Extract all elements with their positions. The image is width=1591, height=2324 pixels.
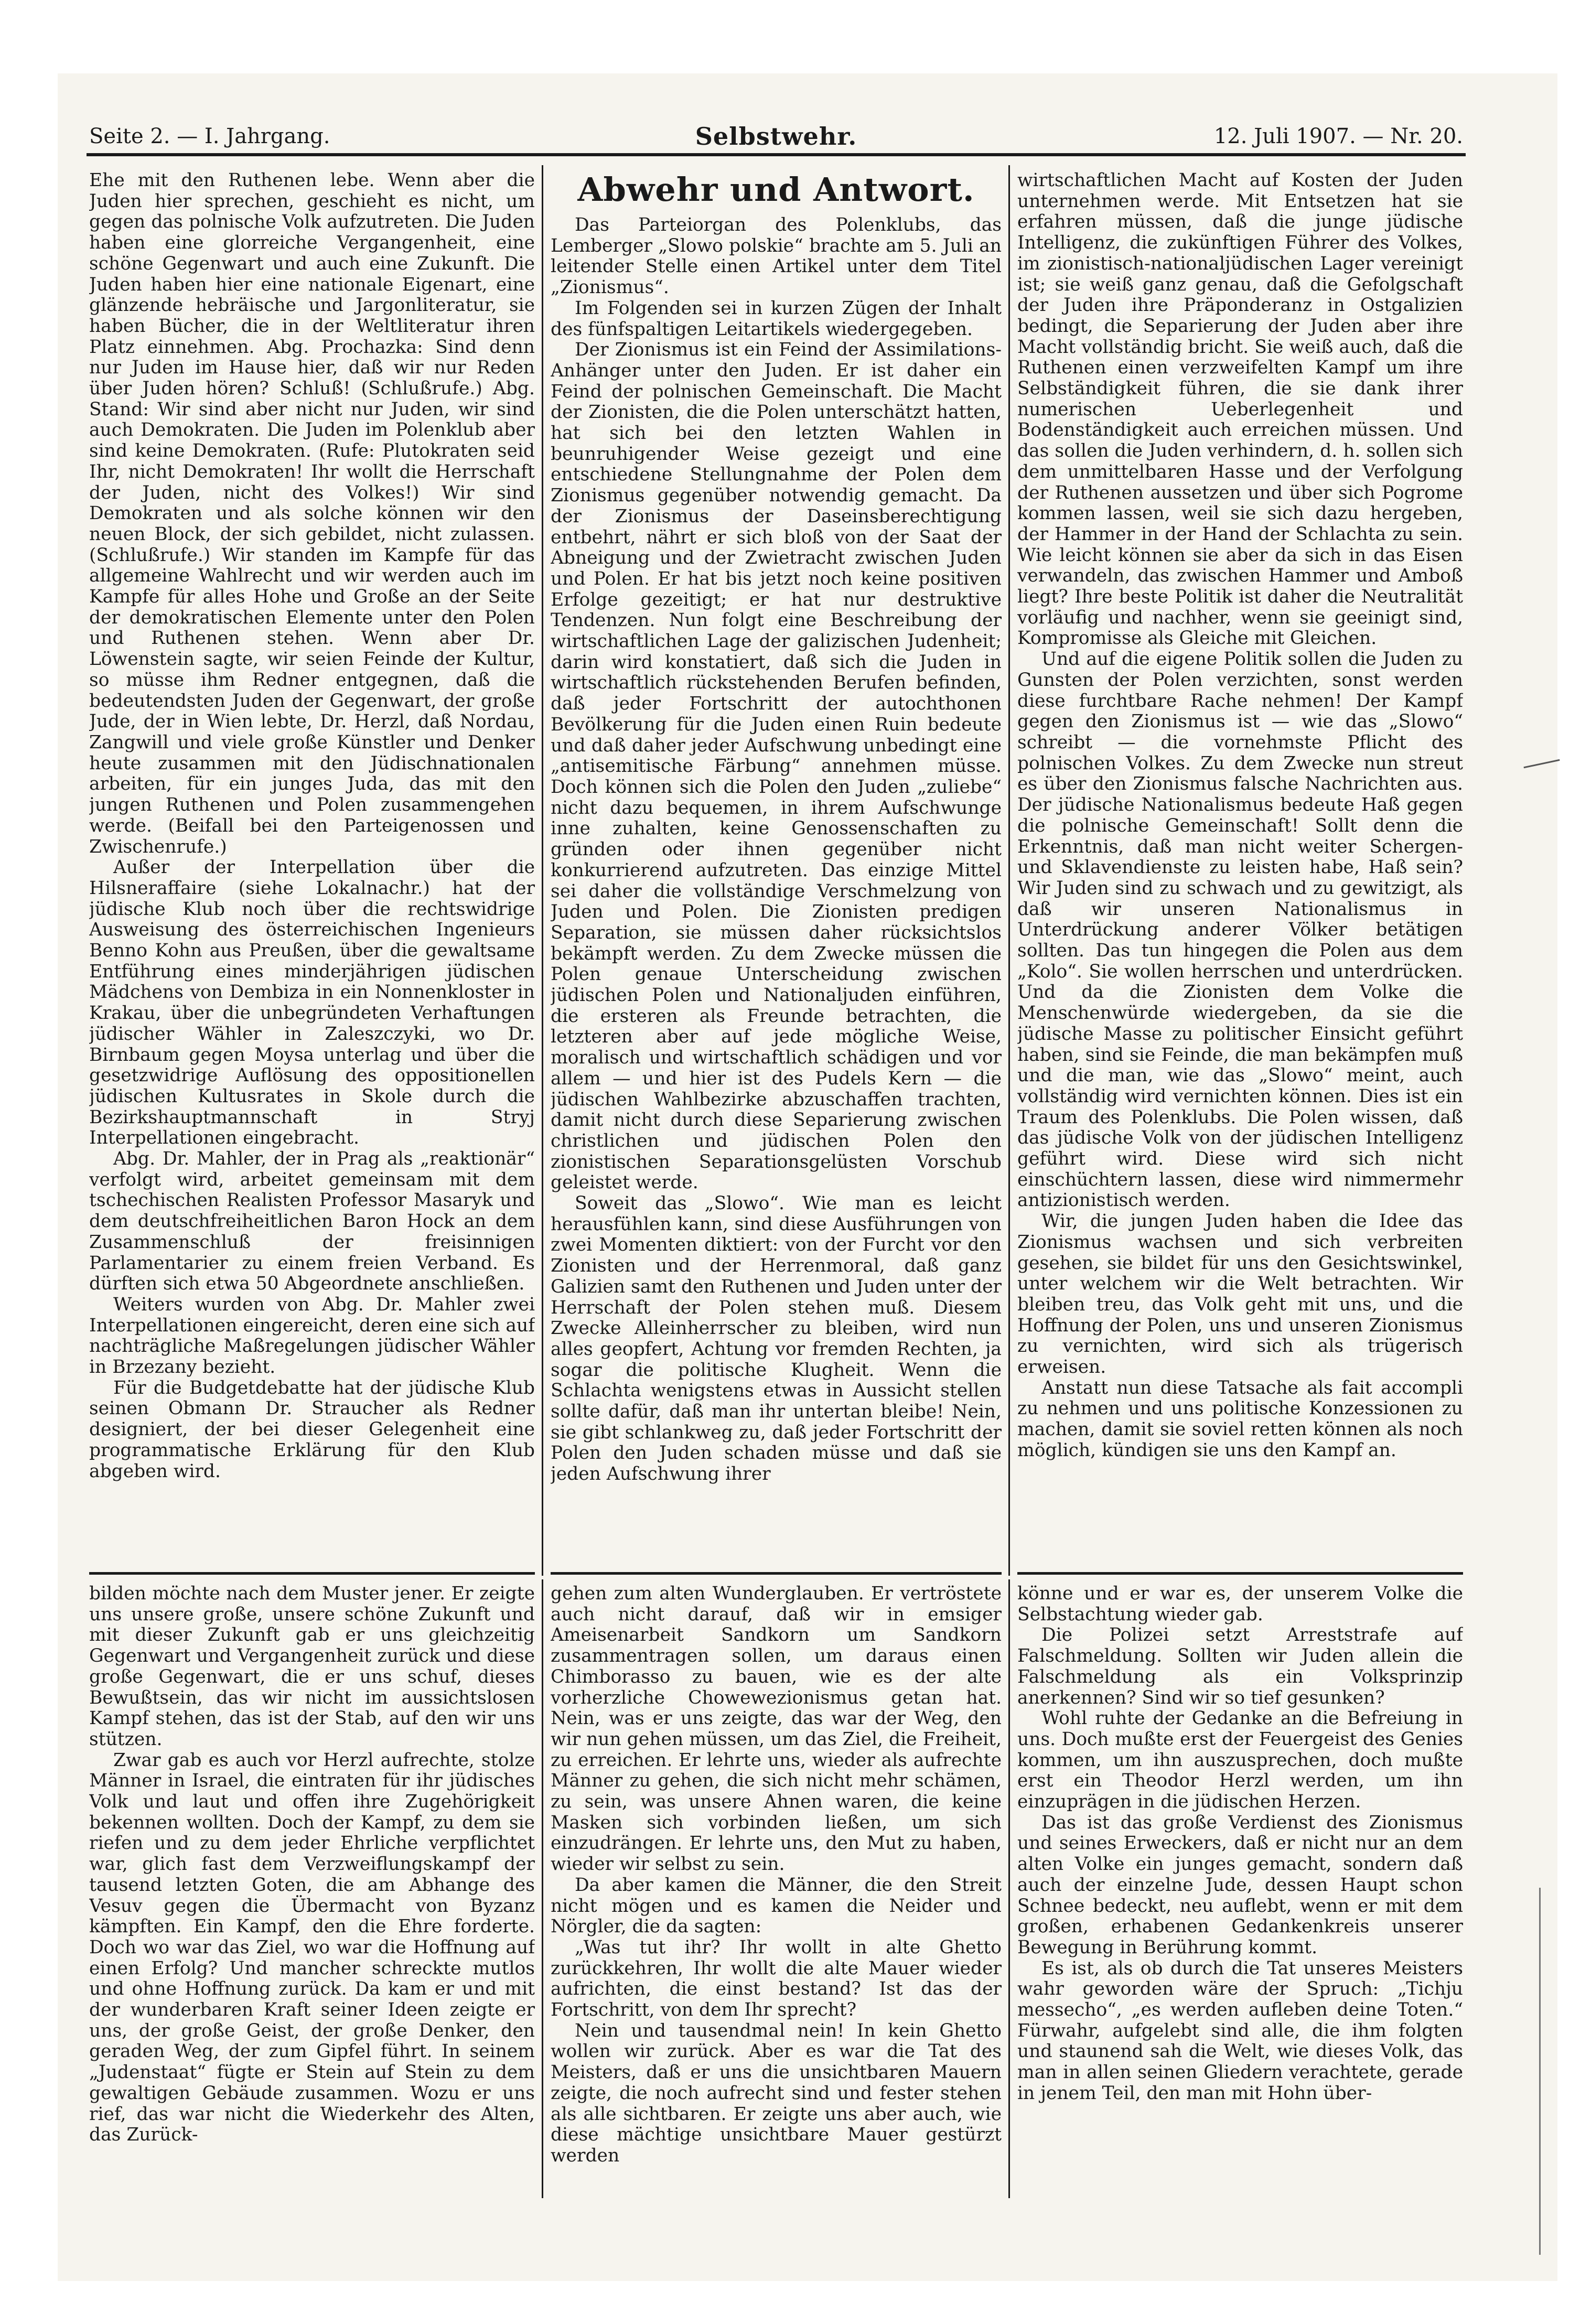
paragraph: Für die Budgetdebatte hat der jüdische Klub seinen Obmann Dr. Straucher als Redner designiert, der bei dieser Gelegenheit eine programmatische Erklärung für den Klub abgeben wird.: [89, 1377, 535, 1482]
header-page-info: Seite 2. — I. Jahrgang.: [89, 124, 330, 148]
paragraph: Ehe mit den Ruthenen lebe. Wenn aber die Juden hier sprechen, geschieht es nicht, um gegen das polnische Volk aufzutreten. Die Juden haben eine glorreiche Vergangenheit, eine schöne Gegenwart und auch eine Zukunft. Die Juden haben hier eine nationale Eigenart, eine glänzende hebräische und Jargonliteratur, sie haben Bücher, die in der Weltliteratur ihren Platz einnehmen. Abg. Prochazka: Sind denn nur Juden im Hause hier, daß wir nur Reden über Juden hören? Schluß! (Schlußrufe.) Abg. Stand: Wir sind aber nicht nur Juden, wir sind auch Demokraten. Die Juden im Polenklub aber sind keine Demokraten. (Rufe: Plutokraten seid Ihr, nicht Demokraten! Ihr wollt die Herrschaft der Juden, nicht des Volkes!) Wir sind Demokraten und als solche können wir den neuen Block, der sich gebildet, nicht zulassen. (Schlußrufe.) Wir standen im Kampfe für das allgemeine Wahlrecht und wir werden auch im Kampfe für alles Hohe und Große an der Seite der demokratischen Elemente unter den Polen und Ruthenen stehen. Wenn aber Dr. Löwenstein sagte, wir seien Feinde der Kultur, so müsse ihm Redner entgegnen, daß die bedeutendsten Juden der Gegenwart, der große Jude, der in Wien lebte, Dr. Herzl, daß Nordau, Zangwill und viele große Künstler und Denker heute zusammen mit den Jüdischnationalen arbeiten, für ein junges Juda, das mit den jungen Ruthenen und Polen zusammengehen werde. (Beifall bei den Parteigenossen und Zwischenrufe.): [89, 170, 535, 857]
column-3-top: [1017, 170, 1463, 1568]
column-3-bottom: [1017, 1584, 1463, 2197]
header-date-issue: 12. Juli 1907. — Nr. 20.: [1213, 124, 1463, 148]
paragraph: Die Polizei setzt Arreststrafe auf Falschmeldung. Sollten wir Juden allein die Falschmeldung als ein Volksprinzip anerkennen? Sind wir so tief gesunken?: [1017, 1624, 1463, 1708]
paragraph: Nein und tausendmal nein! In kein Ghetto wollen wir zurück. Aber es war die Tat des Meisters, daß er uns die unsichtbaren Mauern zeigte, die noch aufrecht sind und fester stehen als alle sichtbaren. Er zeigte uns aber auch, wie diese mächtige unsichtbare Mauer gestürzt werden: [551, 2020, 1002, 2166]
paragraph: Abg. Dr. Mahler, der in Prag als „reaktionär“ verfolgt wird, arbeitet gemeinsam mit dem tschechischen Realisten Professor Masaryk und dem deutschfreiheitlichen Baron Hock an dem Zusammenschluß der freisinnigen Parlamentarier zu einem freien Verband. Es dürften sich etwa 50 Abgeordnete anschließen.: [89, 1148, 535, 1295]
paragraph: bilden möchte nach dem Muster jener. Er zeigte uns unsere große, unsere schöne Zukunft und mit dieser Zukunft gab er uns gleichzeitig Gegenwart und Vergangenheit zurück und diese große Gegenwart, die er uns schuf, dieses Bewußtsein, das wir nicht im aussichtslosen Kampf stehen, das ist der Stab, auf den wir uns stützen.: [89, 1584, 535, 1750]
paragraph: Wohl ruhte der Gedanke an die Befreiung in uns. Doch mußte erst der Feuergeist des Genies kommen, um ihn auszusprechen, doch mußte erst ein Theodor Herzl werden, um ihn einzuprägen in die jüdischen Herzen.: [1017, 1708, 1463, 1813]
article-title: Abwehr und Antwort.: [577, 170, 975, 209]
paragraph: Das ist das große Verdienst des Zionismus und seines Erweckers, daß er nicht nur an dem alten Volke ein junges gemacht, sondern daß auch der einzelne Jude, dessen Haupt schon Schnee bedeckt, neu auflebt, wenn er mit dem großen, erhabenen Gedankenkreis unserer Bewegung in Berührung kommt.: [1017, 1812, 1463, 1958]
paragraph: Zwar gab es auch vor Herzl aufrechte, stolze Männer in Israel, die eintraten für ihr jüdisches Volk und laut und offen ihre Zugehörigkeit bekennen wollten. Doch der Kampf, zu dem sie riefen und zu dem jeder Ehrliche verpflichtet war, glich fast dem Verzweiflungskampf der tausend letzten Goten, die am Abhange des Vesuv gegen die Übermacht von Byzanz kämpften. Ein Kampf, den die Ehre forderte. Doch wo war das Ziel, wo war die Hoffnung auf einen Erfolg? Und mancher schreckte mutlos und ohne Hoffnung zurück. Da kam er und mit der wunderbaren Kraft seiner Ideen zeigte er uns, der große Geist, der große Denker, den geraden Weg, der zum Gipfel führt. In seinem „Judenstaat“ fügte er Stein auf Stein zu dem gewaltigen Gebäude zusammen. Wozu er uns rief, das war nicht die Wiederkehr des Alten, das Zurück-: [89, 1749, 535, 2146]
section-rule: [89, 1572, 535, 1575]
paragraph: Soweit das „Slowo“. Wie man es leicht herausfühlen kann, sind diese Ausführungen von zwei Momenten diktiert: von der Furcht vor den Zionisten und der Herrenmoral, daß ganz Galizien samt den Ruthenen und Juden unter der Herrschaft der Polen stehen muß. Diesem Zwecke Alleinherrscher zu bleiben, wird nun alles geopfert, Achtung vor fremden Rechten, ja sogar die politische Klugheit. Wenn die Schlachta wenigstens etwas in Aussicht stellen sollte dafür, daß man ihr untertan bleibe! Nein, sie gibt schlankweg zu, daß jeder Fortschritt der Polen den Juden schaden müsse und daß sie jeden Aufschwung ihrer: [551, 1193, 1002, 1485]
paragraph: Und auf die eigene Politik sollen die Juden zu Gunsten der Polen verzichten, sonst werden diese furchtbare Rache nehmen! Der Kampf gegen den Zionismus ist — wie das „Slowo“ schreibt — die vornehmste Pflicht des polnischen Volkes. Zu dem Zwecke nun streut es über den Zionismus falsche Nachrichten aus. Der jüdische Nationalismus bedeute Haß gegen die polnische Gemeinschaft! Sollt denn die Erkenntnis, daß man nicht weiter Schergen- und Sklavendienste zu leisten habe, Haß sein? Wir Juden sind zu schwach und zu gewitzigt, als daß wir unseren Nationalismus in Unterdrückung anderer Völker betätigen sollten. Das tun hingegen die Polen aus dem „Kolo“. Sie wollen herrschen und unterdrücken. Und da die Zionisten dem Volke die Menschenwürde wiedergeben, da sie die jüdische Masse zu politischer Einsicht geführt haben, sind sie Feinde, die man bekämpfen muß und die man, wie das „Slowo“ meint, auch vollständig wird vernichten können. Dies ist ein Traum des Polenklubs. Die Polen wissen, daß das jüdische Volk von der jüdischen Intelligenz geführt wird. Diese wird sich nicht einschüchtern lassen, diese wird nimmermehr antizionistisch werden.: [1017, 649, 1463, 1211]
column-1-bottom: [89, 1584, 535, 2197]
column-divider: [542, 165, 543, 1576]
column-2-bottom: [551, 1584, 1002, 2197]
margin-line: [1539, 1888, 1541, 2255]
paragraph: Da aber kamen die Männer, die den Streit nicht mögen und es kamen die Neider und Nörgler, die da sagten:: [551, 1874, 1002, 1938]
column-2-top: [551, 215, 1002, 1568]
column-1-top: [89, 170, 535, 1568]
paragraph: Im Folgenden sei in kurzen Zügen der Inhalt des fünfspaltigen Leitartikels wiedergegeben.: [551, 297, 1002, 340]
page-header: [89, 118, 1463, 155]
column-divider: [1008, 165, 1010, 1576]
section-rule: [551, 1572, 1002, 1575]
paragraph: Das Parteiorgan des Polenklubs, das Lemberger „Slowo polskie“ brachte am 5. Juli an leitender Stelle einen Artikel unter dem Titel „Zionismus“.: [551, 215, 1002, 298]
column-divider: [542, 1579, 543, 2198]
column-divider: [1008, 1579, 1010, 2198]
paragraph: Es ist, als ob durch die Tat unseres Meisters wahr geworden wäre der Spruch: „Tichju messecho“, „es werden aufleben deine Toten.“ Fürwahr, aufgelebt sind alle, die ihm folgten und staunend sah die Welt, wie dieses Volk, das man in allen seinen Gliedern verachtete, gerade in jenem Teil, den man mit Hohn über-: [1017, 1957, 1463, 2104]
paragraph: „Was tut ihr? Ihr wollt in alte Ghetto zurückkehren, Ihr wollt die alte Mauer wieder aufrichten, die einst bestand? Ist das der Fortschritt, von dem Ihr sprecht?: [551, 1936, 1002, 2021]
masthead-title: Selbstwehr.: [695, 122, 857, 150]
paragraph: Wir, die jungen Juden haben die Idee das Zionismus wachsen und sich verbreiten gesehen, sie bildet für uns den Gesichtswinkel, unter welchem wir die Welt betrachten. Wir bleiben treu, das Volk geht mit uns, und die Hoffnung der Polen, uns und unseren Zionismus zu vernichten, wird sich als trügerisch erweisen.: [1017, 1211, 1463, 1378]
paragraph: Außer der Interpellation über die Hilsneraffaire (siehe Lokalnachr.) hat der jüdische Klub noch über die rechtswidrige Ausweisung des österreichischen Ingenieurs Benno Kohn aus Preußen, über die gewaltsame Entführung eines minderjährigen jüdischen Mädchens von Dembiza in ein Nonnenkloster in Krakau, über die unbegründeten Verhaftungen jüdischer Wähler in Zaleszczyki, wo Dr. Birnbaum gegen Moysa unterlag und über die gesetzwidrige Auflösung des oppositionellen jüdischen Kultusrates in Skole durch die Bezirkshauptmannschaft in Stryj Interpellationen eingebracht.: [89, 857, 535, 1149]
paragraph: wirtschaftlichen Macht auf Kosten der Juden unternehmen werde. Mit Entsetzen hat sie erfahren müssen, daß die junge jüdische Intelligenz, die zukünftigen Führer des Volkes, im zionistisch-nationaljüdischen Lager vereinigt ist; sie weiß ganz genau, daß die Gefolgschaft der Juden ihre Präponderanz in Ostgalizien bedingt, die Separierung der Juden aber ihre Macht vollständig bricht. Sie weiß auch, daß die Ruthenen einen verzweifelten Kampf um ihre Selbständigkeit führen, die sie dank ihrer numerischen Ueberlegenheit und Bodenständigkeit auch erreichen müssen. Und das sollen die Juden verhindern, d. h. sollen sich dem unmittelbaren Hasse und der Verfolgung der Ruthenen aussetzen und über sich Pogrome kommen lassen, weil sie sich dazu hergeben, der Hammer in der Hand der Schlachta zu sein. Wie leicht können sie aber da sich in das Eisen verwandeln, das zwischen Hammer und Amboß liegt? Ihre beste Politik ist daher die Neutralität vorläufig und nachher, wenn sie geeinigt sind, Kompromisse als Gleiche mit Gleichen.: [1017, 170, 1463, 649]
section-rule: [1017, 1572, 1463, 1575]
paragraph: Der Zionismus ist ein Feind der Assimilations-Anhänger unter den Juden. Er ist daher ein Feind der polnischen Gemeinschaft. Die Macht der Zionisten, die die Polen unterschätzt hatten, hat sich bei den letzten Wahlen in beunruhigender Weise gezeigt und eine entschiedene Stellungnahme der Polen dem Zionismus gegenüber notwendig gemacht. Da der Zionismus der Daseinsberechtigung entbehrt, nährt er sich bloß von der Saat der Abneigung und der Zwietracht zwischen Juden und Polen. Er hat bis jetzt noch keine positiven Erfolge gezeitigt; er hat nur destruktive Tendenzen. Nun folgt eine Beschreibung der wirtschaftlichen Lage der galizischen Judenheit; darin wird konstatiert, daß sich die Juden in wirtschaftlich rückstehenden Berufen befinden, daß jeder Fortschritt der autochthonen Bevölkerung für die Juden einen Ruin bedeute und daß daher jeder Aufschwung unbedingt eine „antisemitische Färbung“ annehmen müsse. Doch können sich die Polen den Juden „zuliebe“ nicht dazu bequemen, in ihrem Aufschwunge inne zuhalten, keine Genossenschaften zu gründen oder ihnen gegenüber nicht konkurrierend aufzutreten. Das einzige Mittel sei daher die vollständige Verschmelzung von Juden und Polen. Die Zionisten predigen Separation, sie müssen daher rücksichtslos bekämpft werden. Zu dem Zwecke müssen die Polen genaue Unterscheidung zwischen jüdischen Polen und Nationaljuden einführen, die ersteren als Freunde betrachten, die letzteren aber auf jede mögliche Weise, moralisch und wirtschaftlich schädigen und vor allem — und hier ist des Pudels Kern — die jüdischen Wahlbezirke abzuschaffen trachten, damit nicht durch diese Separierung zwischen christlichen und jüdischen Polen den zionistischen Separationsgelüsten Vorschub geleistet werde.: [551, 339, 1002, 1193]
header-rule: [87, 153, 1466, 156]
paragraph: Anstatt nun diese Tatsache als fait accompli zu nehmen und uns politische Konzessionen zu machen, damit sie soviel retten können als noch möglich, kündigen sie uns den Kampf an.: [1017, 1377, 1463, 1461]
paragraph: Weiters wurden von Abg. Dr. Mahler zwei Interpellationen eingereicht, deren eine sich auf nachträgliche Maßregelungen jüdischer Wähler in Brzezany bezieht.: [89, 1294, 535, 1378]
paragraph: gehen zum alten Wunderglauben. Er vertröstete auch nicht darauf, daß wir in emsiger Ameisenarbeit Sandkorn um Sandkorn zusammentragen sollen, um daraus einen Chimborasso zu bauen, wie es der alte vorherzliche Chowewezionismus getan hat. Nein, was er uns zeigte, das war der Weg, den wir nun gehen müssen, um das Ziel, die Freiheit, zu erreichen. Er lehrte uns, wieder als aufrechte Männer zu gehen, die sich nicht mehr schämen, zu sein, was unsere Ahnen waren, die keine Masken sich vorbinden ließen, um sich einzudrängen. Er lehrte uns, den Mut zu haben, wieder wir selbst zu sein.: [551, 1584, 1002, 1875]
paragraph: könne und er war es, der unserem Volke die Selbstachtung wieder gab.: [1017, 1584, 1463, 1625]
